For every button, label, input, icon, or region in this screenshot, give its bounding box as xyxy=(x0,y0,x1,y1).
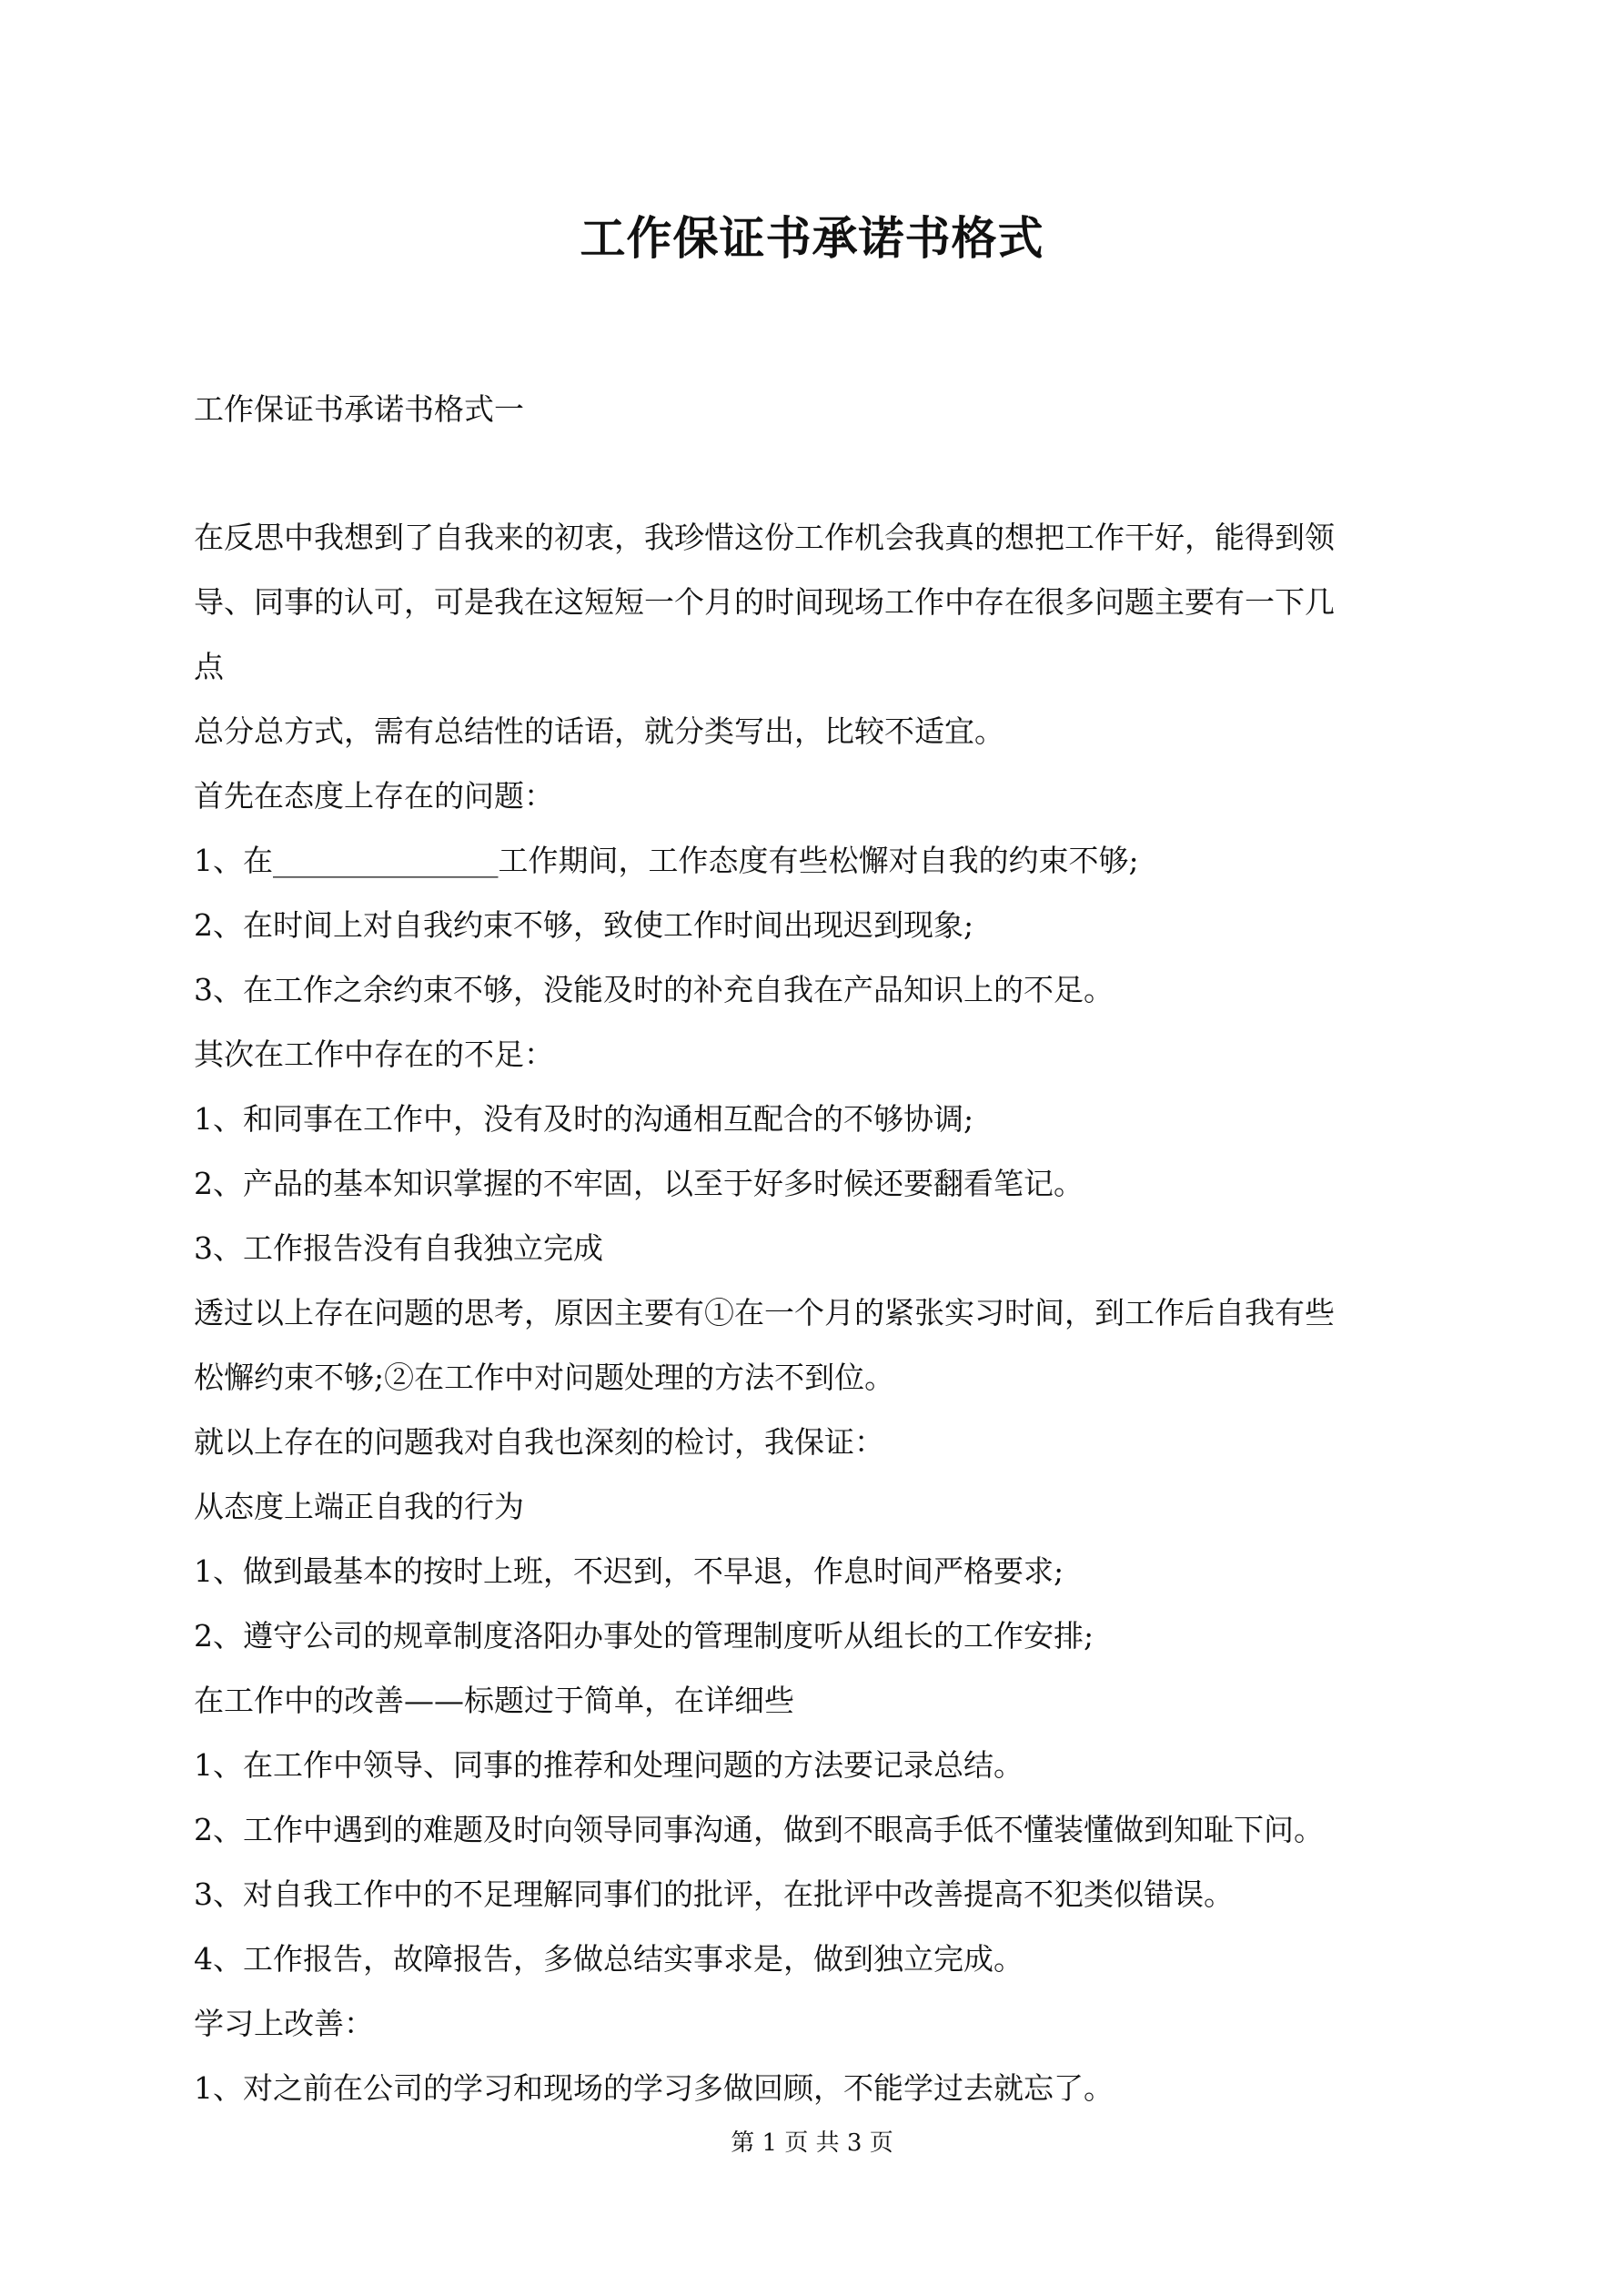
document-title: 工作保证书承诺书格式 xyxy=(580,211,1044,265)
body-line: 在反思中我想到了自我来的初衷，我珍惜这份工作机会我真的想把工作干好，能得到领 xyxy=(194,520,1335,555)
body-line: 透过以上存在问题的思考，原因主要有①在一个月的紧张实习时间，到工作后自我有些 xyxy=(194,1295,1335,1330)
body-line: 4、工作报告，故障报告，多做总结实事求是，做到独立完成。 xyxy=(194,1941,1024,1977)
document-body xyxy=(194,505,1440,2120)
body-line: 1、做到最基本的按时上班，不迟到，不早退，作息时间严格要求; xyxy=(194,1553,1064,1589)
body-line: 2、产品的基本知识掌握的不牢固，以至于好多时候还要翻看笔记。 xyxy=(194,1166,1084,1201)
body-line: 在工作中的改善——标题过于简单，在详细些 xyxy=(194,1683,794,1718)
page-number-footer: 第 1 页 共 3 页 xyxy=(731,2129,893,2157)
document-subtitle: 工作保证书承诺书格式一 xyxy=(194,391,524,427)
body-line: 1、在_______________工作期间，工作态度有些松懈对自我的约束不够; xyxy=(194,843,1139,878)
body-line: 2、在时间上对自我约束不够，致使工作时间出现迟到现象; xyxy=(194,907,974,943)
body-line: 就以上存在的问题我对自我也深刻的检讨，我保证： xyxy=(194,1424,884,1460)
body-line: 1、在工作中领导、同事的推荐和处理问题的方法要记录总结。 xyxy=(194,1747,1024,1783)
body-line: 1、对之前在公司的学习和现场的学习多做回顾，不能学过去就忘了。 xyxy=(194,2070,1114,2106)
body-line: 2、工作中遇到的难题及时向领导同事沟通，做到不眼高手低不懂装懂做到知耻下问。 xyxy=(194,1812,1324,1847)
body-line: 其次在工作中存在的不足： xyxy=(194,1037,554,1072)
body-line: 3、在工作之余约束不够，没能及时的补充自我在产品知识上的不足。 xyxy=(194,972,1114,1007)
body-line: 从态度上端正自我的行为 xyxy=(194,1489,524,1524)
body-line: 松懈约束不够;②在工作中对问题处理的方法不到位。 xyxy=(194,1360,895,1395)
body-line: 学习上改善： xyxy=(194,2006,374,2041)
body-line: 首先在态度上存在的问题： xyxy=(194,778,554,814)
body-line: 2、遵守公司的规章制度洛阳办事处的管理制度听从组长的工作安排; xyxy=(194,1618,1094,1654)
body-line: 3、工作报告没有自我独立完成 xyxy=(194,1230,603,1266)
body-line: 1、和同事在工作中，没有及时的沟通相互配合的不够协调; xyxy=(194,1101,974,1137)
body-line: 总分总方式，需有总结性的话语，就分类写出，比较不适宜。 xyxy=(194,713,1004,749)
body-line: 3、对自我工作中的不足理解同事们的批评，在批评中改善提高不犯类似错误。 xyxy=(194,1876,1234,1912)
body-line: 点 xyxy=(194,649,224,684)
body-line: 导、同事的认可，可是我在这短短一个月的时间现场工作中存在很多问题主要有一下几 xyxy=(194,584,1335,620)
